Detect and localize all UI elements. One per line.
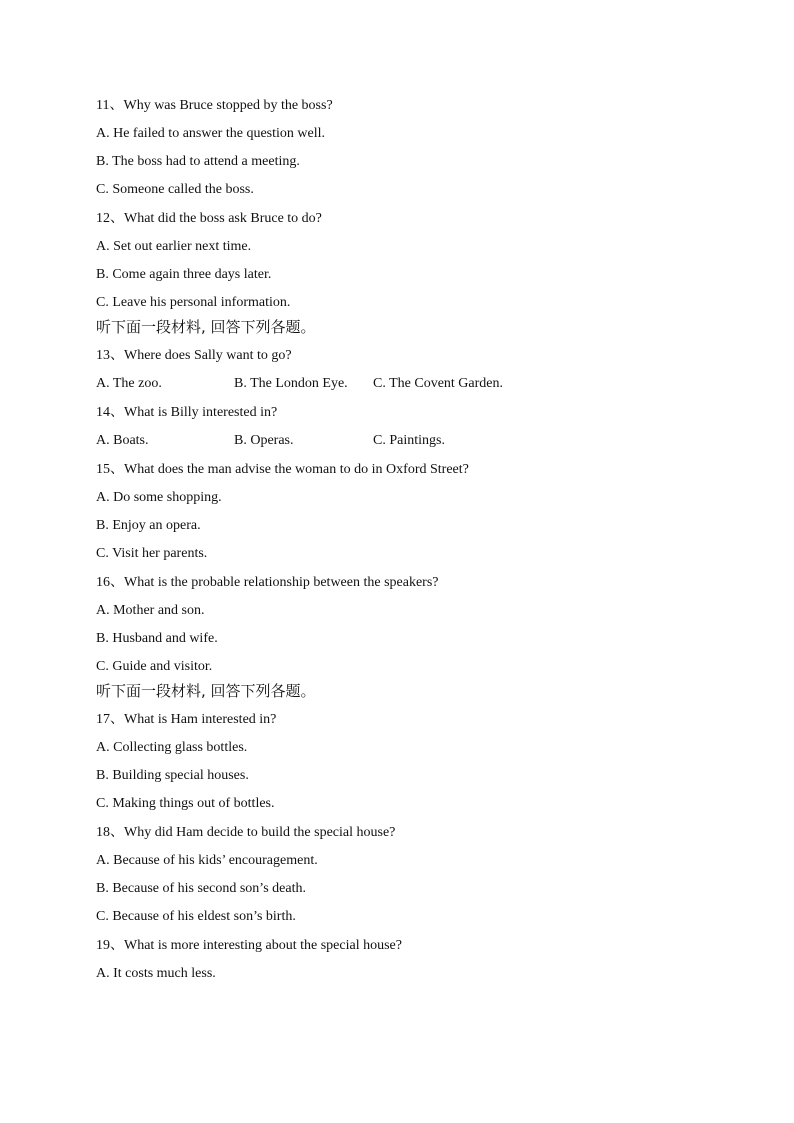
question-16-option-b: B. Husband and wife.	[96, 631, 218, 646]
question-17-stem: 17、What is Ham interested in?	[96, 712, 277, 727]
question-14-option-c: C. Paintings.	[373, 433, 445, 448]
question-13-option-c: C. The Covent Garden.	[373, 376, 503, 391]
question-11-option-c: C. Someone called the boss.	[96, 182, 254, 197]
question-18-option-b: B. Because of his second son’s death.	[96, 881, 306, 896]
question-18-option-a: A. Because of his kids’ encouragement.	[96, 853, 318, 868]
question-12-option-b: B. Come again three days later.	[96, 267, 272, 282]
question-11-option-a: A. He failed to answer the question well.	[96, 126, 325, 141]
question-12-option-c: C. Leave his personal information.	[96, 295, 291, 310]
question-15-stem: 15、What does the man advise the woman to do in Oxford Street?	[96, 462, 469, 477]
question-15-option-a: A. Do some shopping.	[96, 490, 222, 505]
question-19-stem: 19、What is more interesting about the special house?	[96, 938, 402, 953]
question-15-option-b: B. Enjoy an opera.	[96, 518, 201, 533]
question-14-options	[96, 432, 716, 450]
question-13-options	[96, 375, 716, 393]
question-13-option-b: B. The London Eye.	[234, 376, 348, 391]
question-16-stem: 16、What is the probable relationship between the speakers?	[96, 575, 439, 590]
question-18-option-c: C. Because of his eldest son’s birth.	[96, 909, 296, 924]
question-17-option-a: A. Collecting glass bottles.	[96, 740, 248, 755]
question-13-option-a: A. The zoo.	[96, 376, 162, 391]
question-13-stem: 13、Where does Sally want to go?	[96, 348, 292, 363]
question-12-stem: 12、What did the boss ask Bruce to do?	[96, 211, 322, 226]
question-17-option-b: B. Building special houses.	[96, 768, 249, 783]
question-16-option-a: A. Mother and son.	[96, 603, 205, 618]
question-18-stem: 18、Why did Ham decide to build the special house?	[96, 825, 396, 840]
question-12-option-a: A. Set out earlier next time.	[96, 239, 252, 254]
section-instruction-2: 听下面一段材料, 回答下列各题。	[96, 682, 316, 700]
document-page	[96, 97, 716, 983]
question-15-option-c: C. Visit her parents.	[96, 546, 208, 561]
question-16-option-c: C. Guide and visitor.	[96, 659, 213, 674]
question-14-option-a: A. Boats.	[96, 433, 149, 448]
question-11-option-b: B. The boss had to attend a meeting.	[96, 154, 300, 169]
question-14-option-b: B. Operas.	[234, 433, 294, 448]
question-11-stem: 11、Why was Bruce stopped by the boss?	[96, 98, 333, 113]
question-14-stem: 14、What is Billy interested in?	[96, 405, 278, 420]
question-19-option-a: A. It costs much less.	[96, 966, 216, 981]
question-17-option-c: C. Making things out of bottles.	[96, 796, 275, 811]
section-instruction-1: 听下面一段材料, 回答下列各题。	[96, 318, 316, 336]
